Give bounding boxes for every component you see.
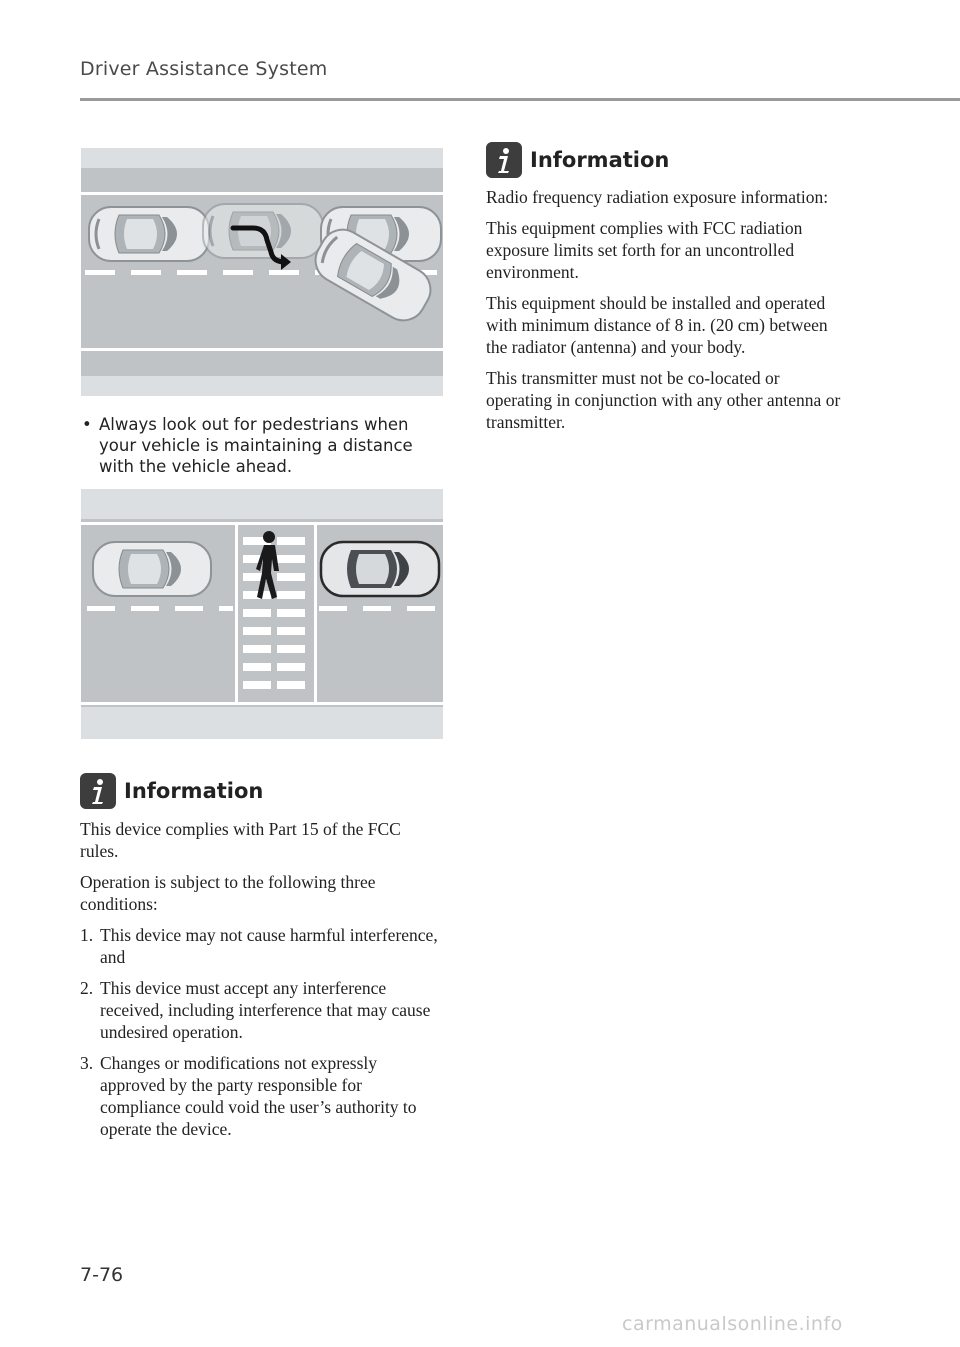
- header-divider: [80, 98, 960, 101]
- page-number: 7-76: [80, 1264, 124, 1286]
- bullet-marker: •: [82, 415, 92, 434]
- list-item: [80, 1052, 442, 1140]
- oncoming-car: [321, 542, 439, 596]
- info-paragraph: This device complies with Part 15 of the FCC rules.: [80, 819, 401, 861]
- info-icon: [80, 773, 116, 809]
- info-heading-text: Information: [124, 779, 264, 803]
- bullet-text: Always look out for pedestrians when your vehicle is maintaining a distance with the vehicle ahead.: [99, 415, 413, 476]
- info-paragraph: This equipment complies with FCC radiation exposure limits set forth for an uncontrolled environment.: [486, 218, 803, 282]
- conditions-list: [80, 924, 442, 1140]
- list-number: 3.: [80, 1053, 94, 1073]
- info-left-body: [80, 818, 442, 1149]
- watermark: carmanualsonline.info: [622, 1313, 843, 1335]
- list-text: Changes or modifications not expressly approved by the party responsible for compliance could void the user’s authority to operate the device.: [100, 1053, 417, 1139]
- info-left-heading: [80, 773, 263, 809]
- list-text: This device must accept any interference received, including interference that may cause undesired operation.: [100, 978, 431, 1042]
- list-number: 1.: [80, 925, 94, 945]
- road-shoulder-bottom: [81, 376, 443, 396]
- stopped-car: [93, 542, 211, 596]
- pedestrian-caution-note: [80, 414, 450, 477]
- list-item: [80, 924, 442, 968]
- leading-car: [89, 207, 209, 261]
- list-item: [80, 977, 442, 1043]
- road-shoulder-top: [81, 148, 443, 168]
- info-paragraph: This transmitter must not be co-located or operating in conjunction with any other antenna or transmitter.: [486, 368, 841, 432]
- info-right-heading: [486, 142, 669, 178]
- list-text: This device may not cause harmful interference, and: [100, 925, 438, 967]
- info-paragraph: Operation is subject to the following three conditions:: [80, 872, 376, 914]
- cut-in-illustration: [81, 148, 443, 396]
- info-paragraph: Radio frequency radiation exposure information:: [486, 187, 829, 207]
- info-heading-text: Information: [530, 148, 670, 172]
- info-icon: [486, 142, 522, 178]
- list-number: 2.: [80, 978, 94, 998]
- crosswalk-illustration: [81, 489, 443, 739]
- info-right-body: [486, 186, 848, 442]
- info-paragraph: This equipment should be installed and operated with minimum distance of 8 in. (20 cm) between the radiator (antenna) and your body.: [486, 293, 828, 357]
- section-title: Driver Assistance System: [80, 58, 328, 80]
